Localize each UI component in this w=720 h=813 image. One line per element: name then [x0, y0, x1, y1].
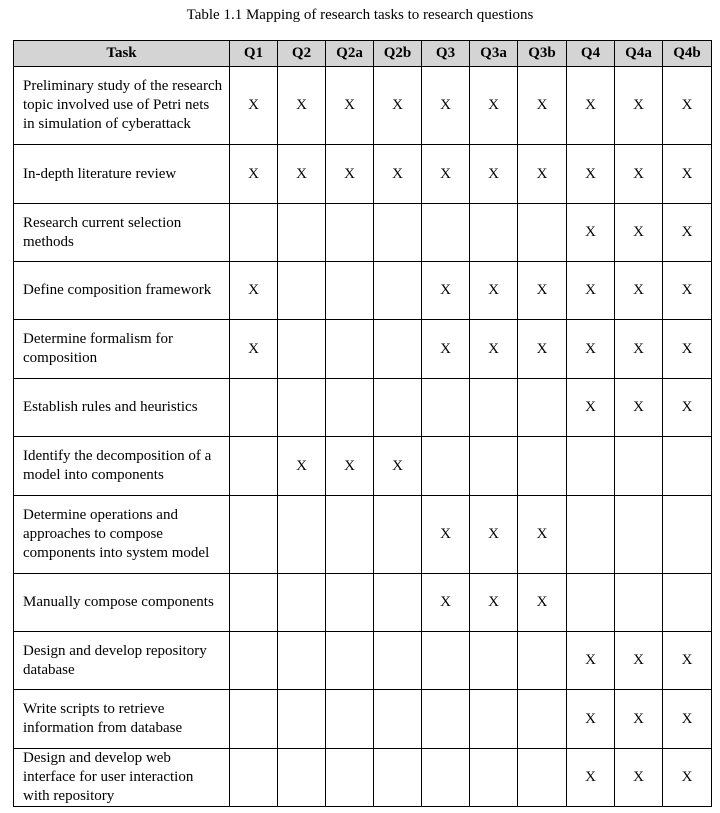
mark-cell-q2b: [374, 690, 422, 749]
mark-cell-q3a: X: [470, 145, 518, 204]
column-header-q2a: Q2a: [326, 41, 374, 67]
mark-cell-q3: X: [422, 262, 470, 320]
table-row: [14, 262, 712, 320]
column-header-q4b: Q4b: [663, 41, 712, 67]
mark-cell-q4a: X: [615, 67, 663, 145]
table-row: [14, 496, 712, 574]
table-row: [14, 145, 712, 204]
mark-cell-q3b: X: [518, 67, 567, 145]
column-header-q3a: Q3a: [470, 41, 518, 67]
task-cell: In-depth literature review: [14, 145, 230, 204]
mark-cell-q2: [278, 632, 326, 690]
mark-cell-q3b: [518, 437, 567, 496]
table-header: [14, 41, 712, 67]
mark-cell-q2a: [326, 379, 374, 437]
mark-cell-q3a: X: [470, 496, 518, 574]
mark-cell-q2a: [326, 574, 374, 632]
mark-cell-q3b: X: [518, 320, 567, 379]
mark-cell-q4b: X: [663, 145, 712, 204]
mark-cell-q4b: X: [663, 320, 712, 379]
mark-cell-q3a: [470, 749, 518, 807]
mark-cell-q2: X: [278, 145, 326, 204]
mark-cell-q3: [422, 379, 470, 437]
mark-cell-q3: X: [422, 574, 470, 632]
mark-cell-q3: X: [422, 320, 470, 379]
mark-cell-q3b: [518, 204, 567, 262]
mark-cell-q3b: [518, 632, 567, 690]
mark-cell-q4: X: [567, 379, 615, 437]
mark-cell-q3a: X: [470, 67, 518, 145]
mark-cell-q4a: X: [615, 262, 663, 320]
mark-cell-q2: [278, 496, 326, 574]
mark-cell-q4: X: [567, 145, 615, 204]
mark-cell-q4b: X: [663, 204, 712, 262]
task-cell: Design and develop web interface for user interaction with repository: [14, 749, 230, 807]
task-cell: Determine operations and approaches to compose components into system model: [14, 496, 230, 574]
mark-cell-q4a: [615, 437, 663, 496]
mark-cell-q2: [278, 379, 326, 437]
mark-cell-q2b: [374, 496, 422, 574]
mark-cell-q4b: X: [663, 67, 712, 145]
mark-cell-q2b: [374, 204, 422, 262]
table-row: [14, 379, 712, 437]
task-cell: Write scripts to retrieve information from database: [14, 690, 230, 749]
column-header-q4a: Q4a: [615, 41, 663, 67]
mark-cell-q1: X: [230, 145, 278, 204]
mark-cell-q1: [230, 437, 278, 496]
mark-cell-q4b: X: [663, 262, 712, 320]
mark-cell-q3a: X: [470, 262, 518, 320]
mark-cell-q1: [230, 690, 278, 749]
mark-cell-q2: [278, 749, 326, 807]
mark-cell-q3: [422, 690, 470, 749]
mark-cell-q2: [278, 320, 326, 379]
mark-cell-q4: [567, 574, 615, 632]
mark-cell-q2a: [326, 204, 374, 262]
mark-cell-q2b: [374, 749, 422, 807]
mark-cell-q3: X: [422, 496, 470, 574]
table-row: [14, 67, 712, 145]
mark-cell-q4b: [663, 496, 712, 574]
mark-cell-q2: X: [278, 437, 326, 496]
mark-cell-q2b: X: [374, 67, 422, 145]
mark-cell-q4: X: [567, 690, 615, 749]
mark-cell-q2a: [326, 749, 374, 807]
task-cell: Research current selection methods: [14, 204, 230, 262]
mark-cell-q1: [230, 574, 278, 632]
mark-cell-q3a: [470, 379, 518, 437]
mark-cell-q2: [278, 574, 326, 632]
mark-cell-q3b: [518, 690, 567, 749]
mark-cell-q4: X: [567, 749, 615, 807]
column-header-q3b: Q3b: [518, 41, 567, 67]
mark-cell-q2b: [374, 632, 422, 690]
mark-cell-q2b: [374, 574, 422, 632]
task-cell: Design and develop repository database: [14, 632, 230, 690]
header-row: [14, 41, 712, 67]
mark-cell-q4a: [615, 496, 663, 574]
task-cell: Manually compose components: [14, 574, 230, 632]
mark-cell-q4a: X: [615, 690, 663, 749]
mark-cell-q1: [230, 632, 278, 690]
mark-cell-q3a: [470, 632, 518, 690]
mark-cell-q2b: [374, 320, 422, 379]
mark-cell-q4b: X: [663, 690, 712, 749]
mark-cell-q3b: X: [518, 145, 567, 204]
mark-cell-q3: [422, 437, 470, 496]
mark-cell-q4b: X: [663, 632, 712, 690]
mark-cell-q3b: X: [518, 262, 567, 320]
column-header-task: Task: [14, 41, 230, 67]
mark-cell-q4a: X: [615, 379, 663, 437]
table-row: [14, 749, 712, 807]
mark-cell-q2a: X: [326, 67, 374, 145]
mark-cell-q1: X: [230, 320, 278, 379]
table-row: [14, 437, 712, 496]
mark-cell-q3b: X: [518, 496, 567, 574]
mapping-table: [13, 40, 712, 807]
mark-cell-q4: X: [567, 67, 615, 145]
table-row: [14, 632, 712, 690]
mark-cell-q3: X: [422, 145, 470, 204]
mark-cell-q3a: [470, 204, 518, 262]
mark-cell-q4: [567, 496, 615, 574]
mark-cell-q4b: X: [663, 379, 712, 437]
column-header-q4: Q4: [567, 41, 615, 67]
table-row: [14, 690, 712, 749]
mark-cell-q1: [230, 749, 278, 807]
table-row: [14, 574, 712, 632]
mark-cell-q2a: X: [326, 437, 374, 496]
mark-cell-q1: [230, 496, 278, 574]
mark-cell-q4a: X: [615, 749, 663, 807]
mark-cell-q3: [422, 749, 470, 807]
task-cell: Preliminary study of the research topic involved use of Petri nets in simulation of cyberattack: [14, 67, 230, 145]
mark-cell-q4a: X: [615, 632, 663, 690]
mark-cell-q4b: [663, 574, 712, 632]
mark-cell-q1: X: [230, 67, 278, 145]
mark-cell-q2a: [326, 320, 374, 379]
mark-cell-q3b: X: [518, 574, 567, 632]
mark-cell-q2a: [326, 262, 374, 320]
mark-cell-q1: X: [230, 262, 278, 320]
mark-cell-q2a: [326, 496, 374, 574]
mark-cell-q3: [422, 204, 470, 262]
mark-cell-q4b: [663, 437, 712, 496]
mark-cell-q3a: X: [470, 574, 518, 632]
mark-cell-q4a: X: [615, 204, 663, 262]
mark-cell-q4a: X: [615, 320, 663, 379]
mark-cell-q4: [567, 437, 615, 496]
task-cell: Determine formalism for composition: [14, 320, 230, 379]
mark-cell-q4a: [615, 574, 663, 632]
mark-cell-q4b: X: [663, 749, 712, 807]
mark-cell-q2: [278, 690, 326, 749]
mark-cell-q2b: [374, 262, 422, 320]
mark-cell-q3a: [470, 690, 518, 749]
mark-cell-q4a: X: [615, 145, 663, 204]
column-header-q3: Q3: [422, 41, 470, 67]
mark-cell-q2a: [326, 690, 374, 749]
mark-cell-q3b: [518, 749, 567, 807]
task-cell: Establish rules and heuristics: [14, 379, 230, 437]
mark-cell-q2: X: [278, 67, 326, 145]
mark-cell-q3a: [470, 437, 518, 496]
column-header-q2: Q2: [278, 41, 326, 67]
table-body: [14, 67, 712, 807]
mark-cell-q4: X: [567, 320, 615, 379]
column-header-q1: Q1: [230, 41, 278, 67]
mark-cell-q2b: X: [374, 437, 422, 496]
task-cell: Define composition framework: [14, 262, 230, 320]
mark-cell-q2: [278, 262, 326, 320]
mark-cell-q1: [230, 379, 278, 437]
mark-cell-q3: X: [422, 67, 470, 145]
mark-cell-q2: [278, 204, 326, 262]
column-header-q2b: Q2b: [374, 41, 422, 67]
table-row: [14, 320, 712, 379]
mark-cell-q3a: X: [470, 320, 518, 379]
mark-cell-q3b: [518, 379, 567, 437]
table-caption: Table 1.1 Mapping of research tasks to research questions: [186, 7, 534, 23]
mark-cell-q2a: X: [326, 145, 374, 204]
mark-cell-q2b: X: [374, 145, 422, 204]
mark-cell-q1: [230, 204, 278, 262]
mark-cell-q4: X: [567, 632, 615, 690]
mark-cell-q4: X: [567, 262, 615, 320]
table-row: [14, 204, 712, 262]
mark-cell-q2b: [374, 379, 422, 437]
mark-cell-q3: [422, 632, 470, 690]
task-cell: Identify the decomposition of a model into components: [14, 437, 230, 496]
mark-cell-q4: X: [567, 204, 615, 262]
mark-cell-q2a: [326, 632, 374, 690]
